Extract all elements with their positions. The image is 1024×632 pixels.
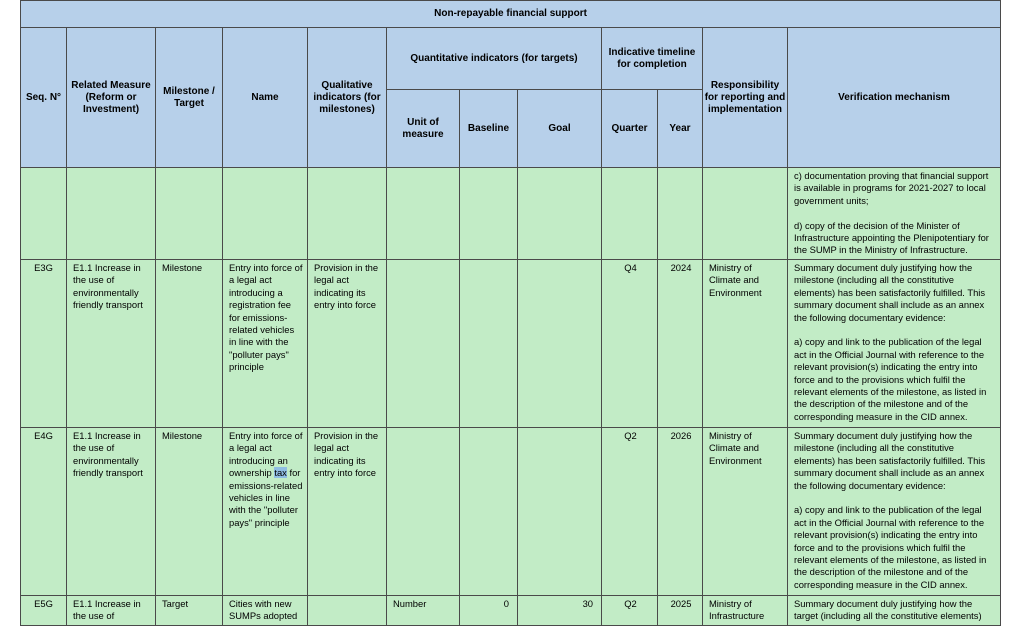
header-goal: Goal [518, 90, 602, 168]
header-quarter: Quarter [602, 90, 658, 168]
verification-summary: Summary document duly justifying how the milestone (including all the constitutive elements) has been satisfactorily fulfilled. This summary document shall include as an annex the following documentary evidence: [794, 262, 986, 323]
header-row-1 [21, 28, 1001, 90]
measure-cell: E1.1 Increase in the use of environmentally friendly transport [73, 430, 143, 479]
header-verification: Verification mechanism [788, 28, 1001, 168]
header-seq: Seq. N° [21, 28, 67, 168]
table-row-continuation [21, 168, 1001, 260]
baseline-cell [460, 260, 517, 262]
header-unit: Unit of measure [387, 90, 460, 168]
verification-item-d: d) copy of the decision of the Minister of Infrastructure appointing the Plenipotentiary for the SUMP in the Ministry of Infrastructure. [794, 219, 989, 256]
table-row [21, 596, 1001, 626]
table-title: Non-repayable financial support [21, 1, 1001, 28]
qualitative-cell: Provision in the legal act indicating its entry into force [314, 430, 379, 479]
table-title-row [21, 1, 1001, 28]
responsibility-cell: Ministry of Infrastructure [709, 598, 765, 622]
goal-cell: 30 [582, 598, 593, 609]
verification-item-a: a) copy and link to the publication of the legal act in the Official Journal with reference to the relevant provision(s) indicating the entry into force and to the provisions which fulfil the relevant elements of the milestone, as listed in the description of the milestone and of the corresponding measure in the CID annex. [794, 336, 987, 422]
header-qualitative: Qualitative indicators (for milestones) [308, 28, 387, 168]
unit-cell: Number [393, 598, 427, 609]
type-cell: Milestone [162, 430, 203, 441]
quarter-cell: Q4 [624, 262, 637, 273]
seq-cell: E4G [34, 430, 53, 441]
verification-item-a: a) copy and link to the publication of the legal act in the Official Journal with reference to the relevant provision(s) indicating the entry into force and to the provisions which fulfil the relevant elements of the milestone, as listed in the description of the milestone and of the corresponding measure in the CID annex. [794, 504, 987, 590]
year-cell: 2024 [670, 262, 692, 273]
verification-cell [788, 428, 1001, 596]
verification-cell [788, 168, 1001, 260]
baseline-cell [460, 428, 517, 430]
verification-summary: Summary document duly justifying how the target (including all the constitutive elements) [794, 598, 982, 622]
seq-cell: E5G [34, 598, 53, 609]
name-text: for emissions-related vehicles in line with the "polluter pays" principle [229, 467, 303, 528]
year-cell: 2025 [670, 598, 692, 609]
header-milestone-target: Milestone / Target [156, 28, 223, 168]
unit-cell [387, 260, 459, 262]
unit-cell [387, 428, 459, 430]
responsibility-cell: Ministry of Climate and Environment [709, 430, 762, 466]
header-quantitative: Quantitative indicators (for targets) [387, 28, 602, 90]
quarter-cell: Q2 [624, 430, 637, 441]
measure-cell: E1.1 Increase in the use of environmentally friendly transport [73, 262, 143, 311]
header-baseline: Baseline [460, 90, 518, 168]
table-row [21, 428, 1001, 596]
header-name: Name [223, 28, 308, 168]
year-cell: 2026 [670, 430, 692, 441]
goal-cell [518, 428, 601, 430]
measure-cell: E1.1 Increase in the use of [73, 598, 141, 622]
name-text: Entry into force of a legal act introducing an ownership [229, 430, 303, 479]
table-row [21, 260, 1001, 428]
goal-cell [518, 260, 601, 262]
qualitative-cell: Provision in the legal act indicating its entry into force [314, 262, 379, 311]
verification-cell [788, 260, 1001, 428]
responsibility-cell: Ministry of Climate and Environment [709, 262, 762, 298]
header-timeline: Indicative timeline for completion [602, 28, 703, 90]
name-cell: Cities with new SUMPs adopted [229, 598, 298, 622]
financial-support-table [20, 0, 1001, 626]
name-cell [223, 428, 308, 596]
verification-item-c: c) documentation proving that financial support is available in programs for 2021-2027 to local government units; [794, 170, 989, 206]
baseline-cell: 0 [503, 598, 509, 609]
type-cell: Milestone [162, 262, 203, 273]
seq-cell: E3G [34, 262, 53, 273]
highlighted-search-term: tax [274, 467, 287, 479]
name-cell: Entry into force of a legal act introducing a registration fee for emissions-related vehicles in line with the "polluter pays" principle [229, 262, 303, 373]
header-responsibility: Responsibility for reporting and implementation [703, 28, 788, 168]
header-related-measure: Related Measure (Reform or Investment) [67, 28, 156, 168]
header-year: Year [658, 90, 703, 168]
quarter-cell: Q2 [624, 598, 637, 609]
verification-summary: Summary document duly justifying how the milestone (including all the constitutive elements) has been satisfactorily fulfilled. This summary document shall include as an annex the following documentary evidence: [794, 430, 986, 491]
type-cell: Target [162, 598, 189, 609]
qualitative-cell [308, 596, 386, 598]
